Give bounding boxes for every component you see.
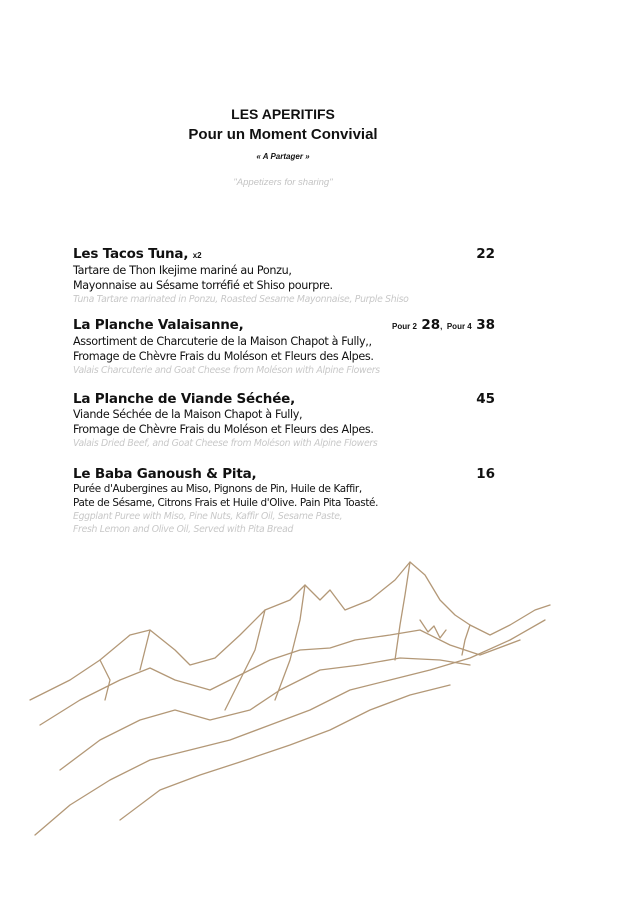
item-desc: Fromage de Chèvre Frais du Moléson et Fleurs des Alpes.	[73, 423, 374, 436]
item-desc: Mayonnaise au Sésame torréfié et Shiso pourpre.	[73, 279, 333, 292]
item-price: 16	[476, 466, 495, 482]
item-desc-en: Valais Dried Beef, and Goat Cheese from Moléson with Alpine Flowers	[73, 438, 378, 449]
menu-item-viande-sechee	[73, 391, 495, 450]
menu-subtitle: Pour un Moment Convivial	[188, 126, 378, 143]
item-desc: Assortiment de Charcuterie de la Maison Chapot à Fully,,	[73, 335, 372, 348]
item-price-group	[392, 316, 495, 334]
item-desc: Purée d'Aubergines au Miso, Pignons de Pin, Huile de Kaffir,	[73, 483, 362, 495]
menu-item-tacos-tuna	[73, 245, 495, 306]
item-price: 45	[476, 391, 495, 407]
item-price: 28	[421, 317, 441, 333]
price-separator: ,	[440, 322, 443, 331]
item-desc-en: Fresh Lemon and Olive Oil, Served with Pita Bread	[73, 524, 294, 535]
item-name: Les Tacos Tuna,	[73, 246, 189, 262]
menu-item-baba-ganoush	[73, 466, 495, 536]
menu-item-planche-valaisanne	[73, 316, 495, 377]
item-desc-en: Tuna Tartare marinated in Ponzu, Roasted Sesame Mayonnaise, Purple Shiso	[73, 294, 409, 305]
menu-tagline: « A Partager »	[256, 152, 310, 161]
item-desc: Fromage de Chèvre Frais du Moléson et Fleurs des Alpes.	[73, 350, 374, 363]
item-name: Le Baba Ganoush & Pita,	[73, 466, 257, 482]
item-desc-en: Valais Charcuterie and Goat Cheese from Moléson with Alpine Flowers	[73, 365, 380, 376]
item-desc-en: Eggplant Puree with Miso, Pine Nuts, Kaffir Oil, Sesame Paste,	[73, 511, 343, 522]
item-name: La Planche Valaisanne,	[73, 317, 244, 333]
price-label: Pour 2	[392, 322, 417, 331]
item-desc: Viande Séchée de la Maison Chapot à Fully,	[73, 408, 303, 421]
menu-tagline-en: "Appetizers for sharing"	[233, 177, 333, 188]
mountain-sketch-illustration	[0, 540, 640, 860]
item-price: 22	[476, 246, 495, 262]
item-name: La Planche de Viande Séchée,	[73, 391, 296, 407]
price-label: Pour 4	[446, 322, 472, 331]
menu-title: LES APERITIFS	[231, 106, 335, 122]
item-desc: Tartare de Thon Ikejime mariné au Ponzu,	[73, 264, 292, 277]
item-desc: Pate de Sésame, Citrons Frais et Huile d'Olive. Pain Pita Toasté.	[73, 497, 379, 509]
item-price: 38	[476, 317, 495, 333]
item-qualifier: x2	[192, 251, 202, 260]
